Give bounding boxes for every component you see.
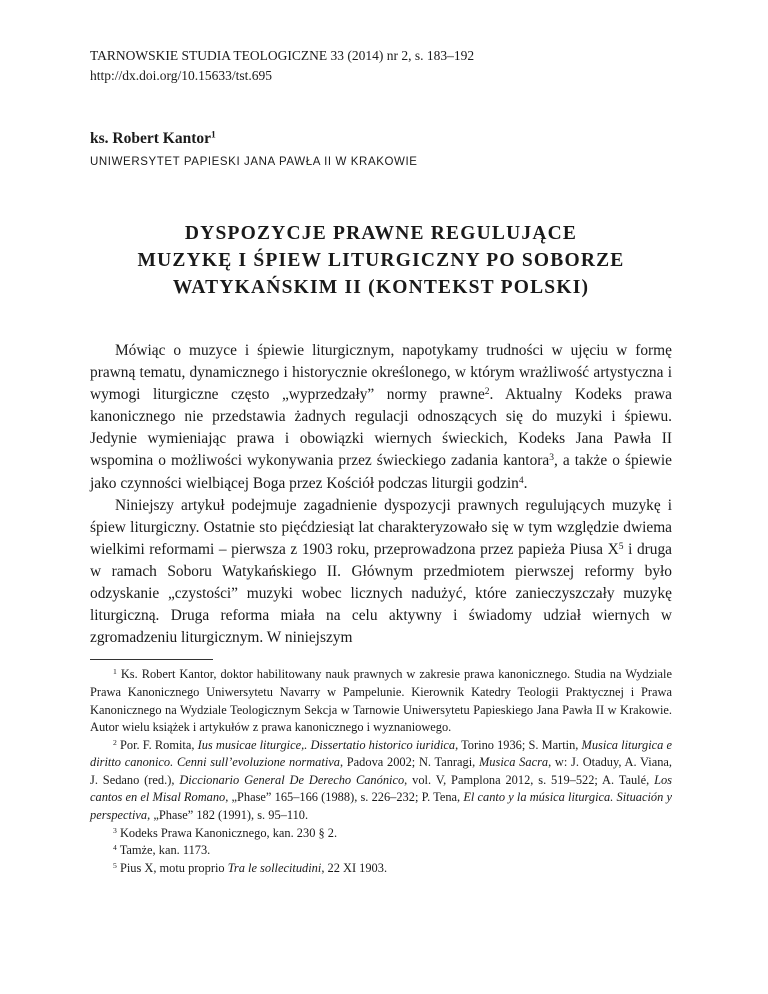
footnote-text: Kodeks Prawa Kanonicznego, kan. 230 § 2. [116,825,338,840]
author-affiliation: UNIWERSYTET PAPIESKI JANA PAWŁA II W KRAKOWIE [90,156,418,168]
footnote-number: 4 [113,843,117,853]
cited-title: Diccionario General De Derecho Canónico [179,772,405,787]
paragraph-text: , a także o śpiewie jako czynności wielbiącej Boga przez Kościół podczas liturgii godzin [90,452,672,492]
cited-title: El canto y la música liturgica. Situación y perspectiva [90,790,672,823]
footnotes [90,666,672,877]
author-name [90,129,672,149]
footnote [90,842,672,860]
footnote-text: , Padova 2002; N. Tanragi, [339,755,479,770]
footnote-text: Pius X, motu proprio [116,860,228,875]
paragraph-text: . [523,474,528,492]
paragraph-text: Mówiąc o muzyce i śpiewie liturgicznym, napotykamy trudności w ujęciu w formę prawną tematu, dynamicznego i historycznie określonego, w którym wrażliwość artystyczna i wymogi liturgiczne często „wyprzedzały” normy prawne [90,342,672,404]
body-paragraph [90,340,672,495]
footnote [90,860,672,878]
author-name-text: ks. Robert Kantor [90,130,211,147]
footnote-text: Ks. Robert Kantor, doktor habilitowany nauk prawnych w zakresie prawa kanonicznego. Studia na Wydziale Prawa Kanonicznego Uniwersytetu Navarry w Pampelunie. Kierownik Katedry Teologii Praktycznej i Prawa Kanonicznego na Wydziale Teologicznym Sekcja w Tarnowie Uniwersytetu Papieskiego Jana Pawła II w Krakowie. Autor wielu książek i artykułów z prawa kanonicznego i wyznaniowego. [90,667,672,735]
cited-title: Los cantos en el Misal Romano [90,772,672,805]
footnote-number: 3 [113,825,117,835]
body-paragraph [90,495,672,650]
footnote-ref[interactable]: 4 [518,474,524,486]
article-page [90,46,672,877]
paragraph-text: Niniejszy artykuł podejmuje zagadnienie dyspozycji prawnych regulujących muzykę i śpiew liturgiczny. Ostatnie sto pięćdziesiąt lat charakteryzowało się w tym względzie dwiema wielkimi reformami – pierwsza z 1903 roku, przeprowadzona przez papieża Piusa X [90,496,672,558]
footnote-text: Por. F. Romita, [116,737,198,752]
paragraph-text: . Aktualny Kodeks prawa kanonicznego nie przedstawia żadnych regulacji odnoszących się do muzyki i śpiewu. Jedynie wymieniając prawa i obowiązki wiernych świeckich, Kodeks Jana Pawła II wspomina o możliwości wykonywania przez świeckiego zadania kantora [90,386,672,470]
footnote-text: , Torino 1936; S. Martin, [455,737,582,752]
footnote-divider [90,659,213,660]
footnote-ref[interactable]: 5 [618,540,624,552]
footnote-text: , „Phase” 165–166 (1988), s. 226–232; P. Tena, [225,790,464,805]
footnote [90,666,672,736]
cited-title: Musica Sacra [478,755,549,770]
footnote-number: 2 [113,737,117,747]
footnote-text: , w: J. Otaduy, A. Viana, J. Sedano (red.), [90,755,672,787]
paragraph-text: i druga w ramach Soboru Watykańskiego II. Głównym przedmiotem pierwszej reformy było odzyskanie „czystości” muzyki wobec licznych nadużyć, które zanieczyszczały muzykę liturgiczną. Druga reforma miała na celu aktywny i świadomy udział wiernych w zgromadzeniu liturgicznym. W niniejszym [90,540,672,647]
footnote-text: , vol. V, Pamplona 2012, s. 519–522; A. Taulé, [404,772,655,787]
footnote-ref[interactable]: 3 [549,452,554,464]
footnote-ref[interactable]: 2 [484,385,490,397]
footnote-text: Tamże, kan. 1173. [116,843,211,858]
footnote-number: 5 [113,860,117,870]
title-line: MUZYKĘ I ŚPIEW LITURGICZNY PO SOBORZE [137,250,625,271]
cited-title: Musica liturgica e diritto canonico. Cenni sull’evoluzione normativa [90,737,672,770]
article-title [90,220,672,301]
doi-link[interactable]: http://dx.doi.org/10.15633/tst.695 [90,68,273,83]
title-line: DYSPOZYCJE PRAWNE REGULUJĄCE [184,223,578,244]
cited-title: Tra le sollecitudini [227,860,322,875]
footnote [90,825,672,843]
article-body [90,340,672,649]
footnote-text: , „Phase” 182 (1991), s. 95–110. [147,808,309,823]
cited-title: Ius musicae liturgice,. Dissertatio historico iuridica [197,737,456,752]
footnote [90,737,672,825]
title-line: WATYKAŃSKIM II (KONTEKST POLSKI) [172,277,590,298]
footnote-ref[interactable]: 1 [210,129,216,141]
footnote-text: , 22 XI 1903. [321,860,388,875]
footnote-number: 1 [113,667,117,677]
journal-header: TARNOWSKIE STUDIA TEOLOGICZNE 33 (2014) nr 2, s. 183–192 [90,48,475,63]
